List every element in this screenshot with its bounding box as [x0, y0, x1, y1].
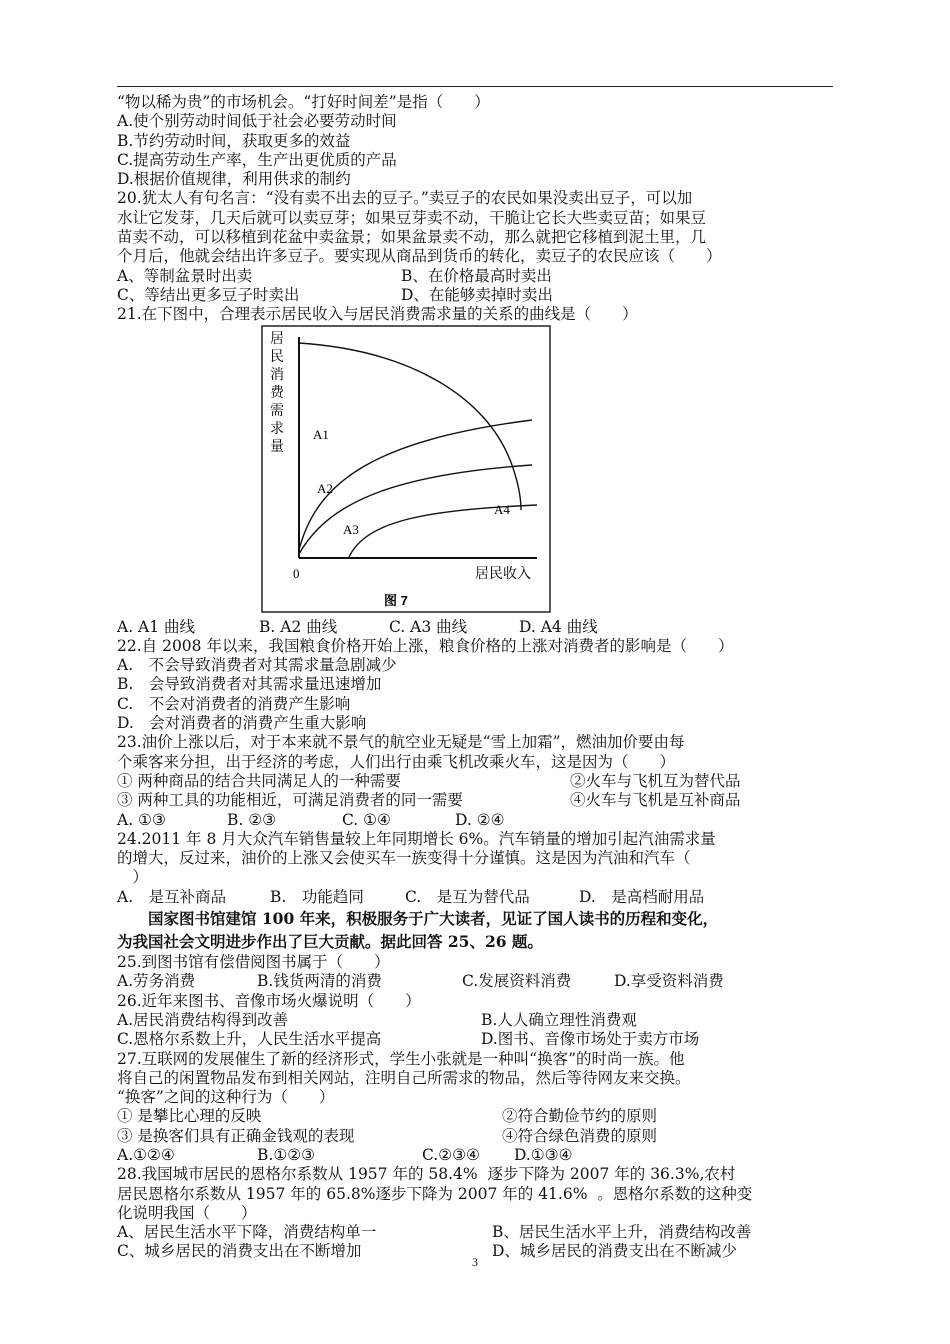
- q19-option-a: A.使个别劳动时间低于社会必要劳动时间: [117, 112, 397, 131]
- q24-options-row: [117, 888, 833, 907]
- q21-stem: 21.在下图中，合理表示居民收入与居民消费需求量的关系的曲线是（ ）: [117, 305, 638, 324]
- material-text: 为我国社会文明进步作出了巨大贡献。据此回答 25、26 题。: [117, 932, 543, 952]
- q21-option-c: C. A3 曲线: [389, 617, 468, 636]
- q23-statement: ④火车与飞机是互补商品: [570, 791, 741, 810]
- q19-option-b: B.节约劳动时间，获取更多的效益: [117, 131, 351, 150]
- q21-options-row: [117, 618, 833, 637]
- q23-statements-row: [117, 772, 833, 791]
- q20-option-a: A、等制盆景时出卖: [117, 266, 253, 285]
- q26-options-row: [117, 1011, 833, 1030]
- q23-stem: 23.油价上涨以后，对于本来就不景气的航空业无疑是“雪上加霜”，燃油加价要由每: [117, 733, 685, 752]
- q22-option-a: A. 不会导致消费者对其需求量急剧减少: [117, 656, 397, 675]
- q24-stem: ）: [117, 868, 149, 887]
- q25-option-d: D.享受资料消费: [614, 972, 724, 991]
- q24-option-d: D. 是高档耐用品: [579, 887, 705, 906]
- q19-option-d: D.根据价值规律，利用供求的制约: [117, 170, 351, 189]
- q25-option-c: C.发展资料消费: [462, 972, 572, 991]
- q22-option-d: D. 会对消费者的消费产生重大影响: [117, 714, 367, 733]
- q24-stem: 的增大，反过来，油价的上涨又会使买车一族变得十分谨慎。这是因为汽油和汽车（: [117, 849, 691, 868]
- q24-option-c: C. 是互为替代品: [405, 887, 530, 906]
- q23-statements-row: [117, 791, 833, 810]
- page-number: 3: [472, 1255, 478, 1269]
- q26-option-d: D.图书、音像市场处于卖方市场: [481, 1030, 700, 1049]
- q28-stem: 居民恩格尔系数从 1957 年的 65.8%逐步下降为 2007 年的 41.6% 。恩格尔系数的这种变: [117, 1184, 753, 1203]
- page-content: [117, 93, 833, 1262]
- q20-option-b: B、在价格最高时卖出: [401, 266, 552, 285]
- q23-option-a: A. ①③: [117, 810, 166, 829]
- q26-stem: 26.近年来图书、音像市场火爆说明（ ）: [117, 991, 421, 1010]
- q22-option-c: C. 不会对消费者的消费产生影响: [117, 694, 351, 713]
- figure-7: [117, 325, 833, 618]
- label-a3: A3: [343, 521, 359, 537]
- q27-option-a: A.①②④: [117, 1145, 175, 1164]
- q21-option-b: B. A2 曲线: [259, 617, 338, 636]
- material-text: 国家图书馆建馆 100 年来，积极服务于广大读者，见证了国人读书的历程和变化，: [117, 909, 719, 929]
- q27-statements-row: [117, 1127, 833, 1146]
- q20-options-row: [117, 267, 833, 286]
- q23-option-c: C. ①④: [342, 810, 391, 829]
- q26-option-b: B.人人确立理性消费观: [481, 1010, 637, 1029]
- q22-stem: 22.自 2008 年以来，我国粮食价格开始上涨，粮食价格的上涨对消费者的影响是（ ）: [117, 636, 734, 655]
- q24-option-b: B. 功能趋同: [270, 887, 364, 906]
- q27-stem: 将自己的闲置物品发布到相关网站，注明自己所需求的物品，然后等待网友来交换。: [117, 1068, 691, 1087]
- label-a1: A1: [313, 426, 329, 442]
- q20-stem: 苗卖不动，可以移植到花盆中卖盆景；如果盆景卖不动，那么就把它移植到泥土里，几: [117, 228, 707, 247]
- q25-stem: 25.到图书馆有偿借阅图书属于（ ）: [117, 953, 390, 972]
- q23-option-d: D. ②④: [455, 810, 505, 829]
- q25-option-a: A.劳务消费: [117, 972, 196, 991]
- q27-statement: ④符合绿色消费的原则: [502, 1126, 658, 1145]
- q28-options-row: [117, 1223, 833, 1242]
- q27-statement: ③ 是换客们具有正确金钱观的表现: [117, 1126, 355, 1145]
- q20-stem: 水让它发芽，几天后就可以卖豆芽；如果豆芽卖不动，干脆让它长大些卖豆苗；如果豆: [117, 208, 707, 227]
- q24-option-a: A. 是互补商品: [117, 887, 227, 906]
- label-a4: A4: [494, 501, 510, 517]
- q27-statement: ① 是攀比心理的反映: [117, 1107, 262, 1126]
- q19-option-c: C.提高劳动生产率，生产出更优质的产品: [117, 150, 397, 169]
- q22-option-b: B. 会导致消费者对其需求量迅速增加: [117, 675, 382, 694]
- y-axis-label: 居 民 消 费 需 求 量: [270, 331, 284, 455]
- q27-option-d: D.①③④: [514, 1145, 573, 1164]
- q24-stem: 24.2011 年 8 月大众汽车销售量较上年同期增长 6%。汽车销量的增加引起汽油需求量: [117, 829, 716, 848]
- text-line: “物以稀为贵”的市场机会。“打好时间差”是指（ ）: [117, 93, 490, 111]
- q27-stem: 27.互联网的发展催生了新的经济形式，学生小张就是一种叫“换客”的时尚一族。他: [117, 1049, 685, 1068]
- q28-option-a: A、居民生活水平下降，消费结构单一: [117, 1223, 377, 1242]
- x-axis-label: 居民收入: [475, 566, 531, 582]
- q28-option-c: C、城乡居民的消费支出在不断增加: [117, 1242, 362, 1261]
- origin-label: 0: [293, 565, 300, 581]
- q23-statement: ②火车与飞机互为替代品: [570, 771, 741, 790]
- q23-statement: ① 两种商品的结合共同满足人的一种需要: [117, 771, 401, 790]
- q26-option-c: C.恩格尔系数上升，人民生活水平提高: [117, 1030, 382, 1049]
- q28-stem: 化说明我国（ ）: [117, 1203, 257, 1222]
- q27-option-c: C.②③④: [422, 1145, 480, 1164]
- q27-options-row: [117, 1146, 833, 1165]
- figure-7-chart: [117, 325, 833, 615]
- q25-option-b: B.钱货两清的消费: [257, 972, 382, 991]
- q26-options-row: [117, 1030, 833, 1049]
- q23-stem: 个乘客来分担，出于经济的考虑，人们出行由乘飞机改乘火车，这是因为（ ）: [117, 752, 676, 771]
- q20-option-c: C、等结出更多豆子时卖出: [117, 285, 300, 304]
- q20-option-d: D、在能够卖掉时卖出: [401, 285, 553, 304]
- q23-option-b: B. ②③: [227, 810, 277, 829]
- q21-option-a: A. A1 曲线: [117, 617, 196, 636]
- q27-stem: “换客”之间的这种行为（ ）: [117, 1088, 335, 1107]
- q21-option-d: D. A4 曲线: [519, 617, 598, 636]
- q23-options-row: [117, 811, 833, 830]
- q27-option-b: B.①②③: [257, 1145, 316, 1164]
- figure-caption: 图 7: [384, 592, 408, 608]
- q20-stem: 个月后，他就会结出许多豆子。要实现从商品到货币的转化，卖豆子的农民应该（ ）: [117, 247, 722, 266]
- q20-stem: 20.犹太人有句名言：“没有卖不出去的豆子。”卖豆子的农民如果没卖出豆子，可以加: [117, 189, 693, 208]
- q28-stem: 28.我国城市居民的恩格尔系数从 1957 年的 58.4% 逐步下降为 2007 年的 36.3%,农村: [117, 1165, 736, 1184]
- q23-statement: ③ 两种工具的功能相近，可满足消费者的同一需要: [117, 791, 463, 810]
- header-rule: [117, 86, 833, 87]
- q27-statement: ②符合勤俭节约的原则: [502, 1107, 658, 1126]
- q26-option-a: A.居民消费结构得到改善: [117, 1010, 289, 1029]
- q27-statements-row: [117, 1107, 833, 1126]
- q28-option-b: B、居民生活水平上升，消费结构改善: [492, 1223, 752, 1242]
- q20-options-row: [117, 286, 833, 305]
- q25-options-row: [117, 972, 833, 991]
- label-a2: A2: [317, 480, 333, 496]
- q28-option-d: D、城乡居民的消费支出在不断减少: [492, 1242, 737, 1261]
